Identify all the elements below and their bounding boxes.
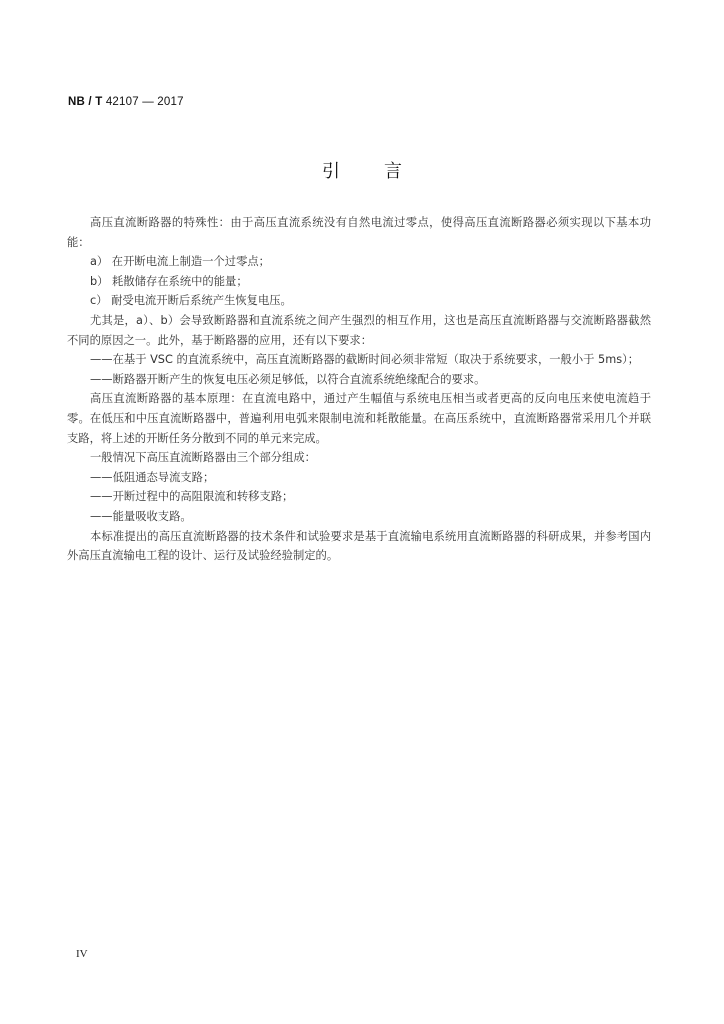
- requirement-1: ——在基于 VSC 的直流系统中，高压直流断路器的截断时间必须非常短（取决于系统要求，一般小于 5ms）；: [90, 353, 640, 367]
- paragraph-requirements: 尤其是，a）、b）会导致断路器和直流系统之间产生强烈的相互作用，这也是高压直流断路器与交流断路器截然不同的原因之一。此外，基于断路器的应用，还有以下要求：: [67, 313, 651, 347]
- standard-header: [68, 96, 184, 108]
- page-number: IV: [76, 948, 88, 960]
- standard-number: 42107 — 2017: [105, 96, 184, 108]
- list-item-c: c） 耐受电流开断后系统产生恢复电压。: [90, 294, 292, 308]
- component-2: ——开断过程中的高阻限流和转移支路；: [90, 490, 294, 504]
- document-body: [67, 213, 651, 566]
- paragraph-components: 一般情况下高压直流断路器由三个部分组成：: [90, 451, 316, 465]
- paragraph-basis: 本标准提出的高压直流断路器的技术条件和试验要求是基于直流输电系统用直流断路器的科研成果，并参考国内外高压直流输电工程的设计、运行及试验经验制定的。: [67, 529, 651, 563]
- paragraph-intro: 高压直流断路器的特殊性：由于高压直流系统没有自然电流过零点，使得高压直流断路器必须实现以下基本功能：: [67, 216, 651, 249]
- component-3: ——能量吸收支路。: [90, 509, 192, 523]
- component-1: ——低阻通态导流支路；: [90, 470, 215, 484]
- title-char-1: 引: [322, 161, 340, 182]
- standard-prefix: NB / T: [68, 96, 103, 108]
- list-item-b: b） 耗散储存在系统中的能量；: [90, 274, 248, 288]
- section-title: [0, 157, 724, 183]
- list-item-a: a） 在开断电流上制造一个过零点；: [90, 255, 270, 269]
- paragraph-principle: 高压直流断路器的基本原理：在直流电路中，通过产生幅值与系统电压相当或者更高的反向电压来使电流趋于零。在低压和中压直流断路器中，普遍利用电弧来限制电流和耗散能量。在高压系统中，直流断路器常采用几个并联支路，将上述的开断任务分散到不同的单元来完成。: [67, 392, 651, 445]
- title-char-2: 言: [384, 161, 402, 182]
- requirement-2: ——断路器开断产生的恢复电压必须足够低，以符合直流系统绝缘配合的要求。: [90, 372, 486, 386]
